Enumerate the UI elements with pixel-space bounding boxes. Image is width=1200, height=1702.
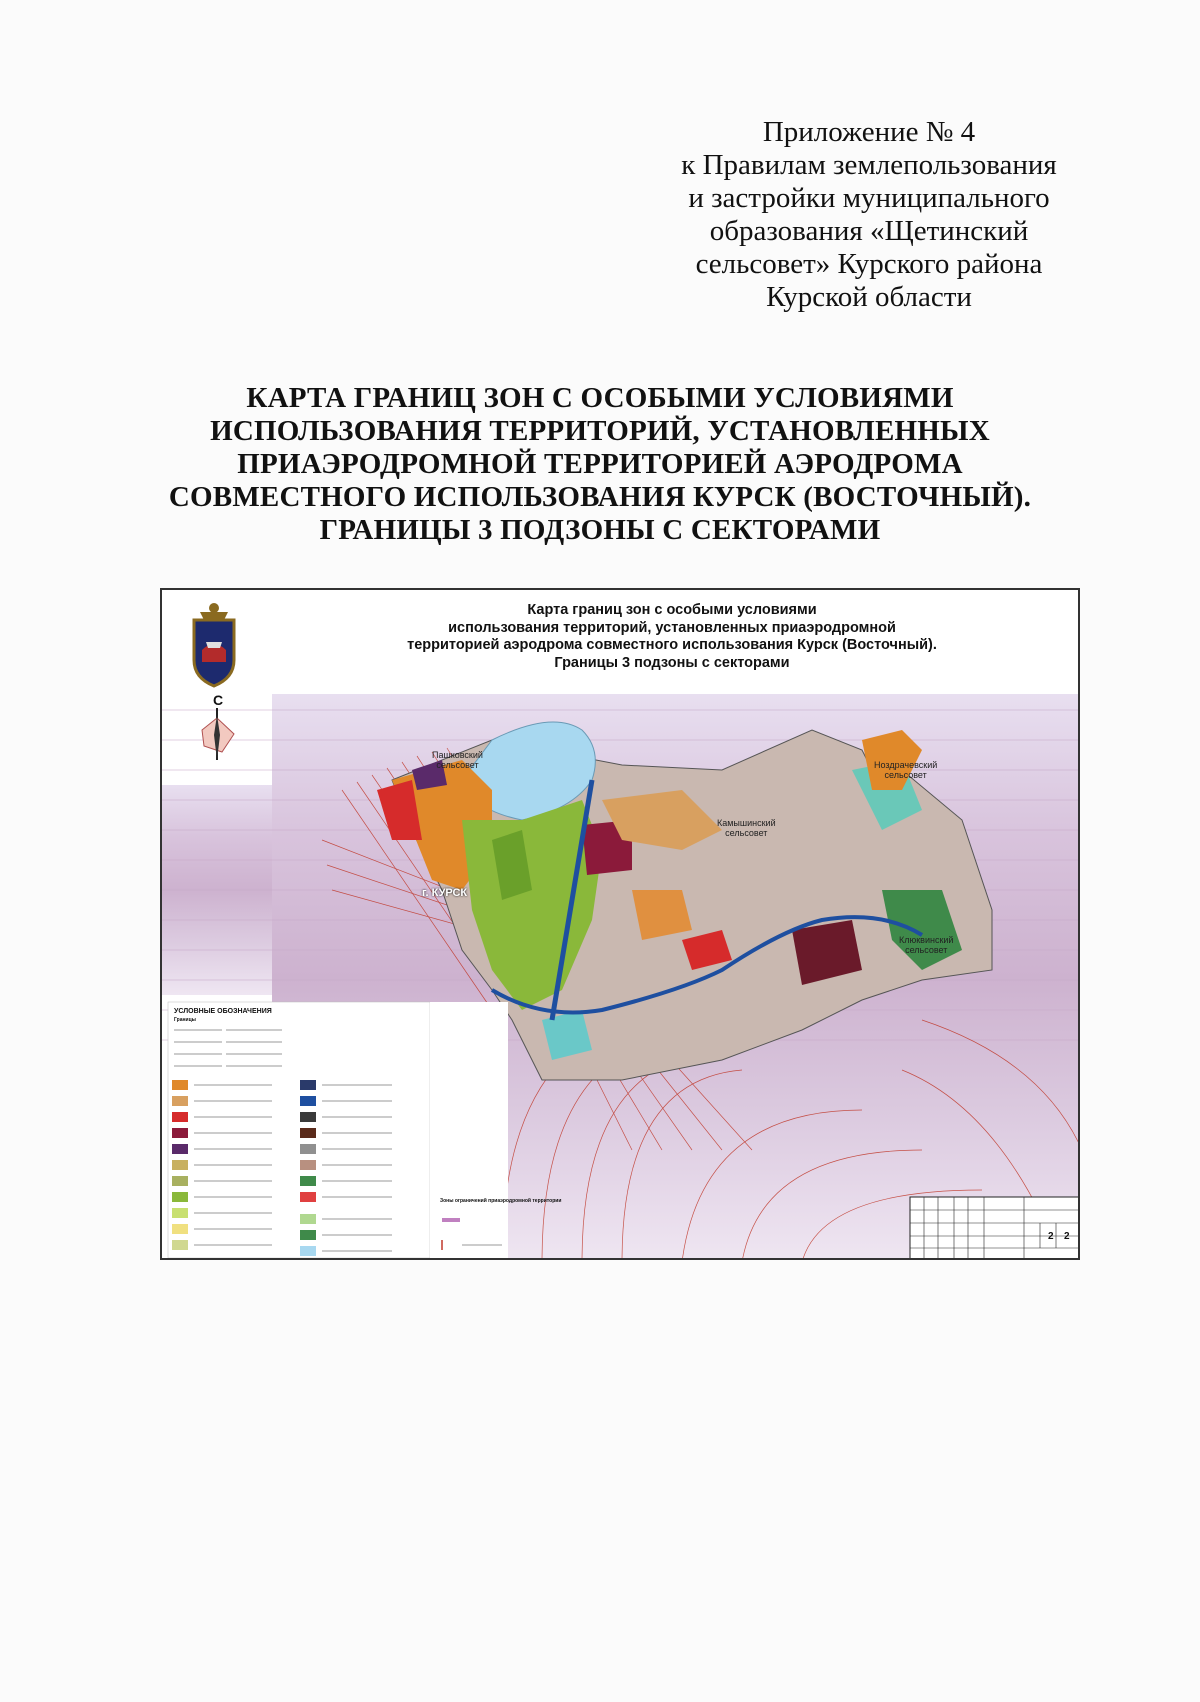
appendix-line: и застройки муниципального <box>688 182 1050 214</box>
appendix-line: образования «Щетинский <box>709 215 1029 247</box>
title-line: СОВМЕСТНОГО ИСПОЛЬЗОВАНИЯ КУРСК (ВОСТОЧНЫЙ). <box>168 481 1032 513</box>
drawing-stamp <box>910 1197 1080 1260</box>
appendix-line: к Правилам землепользования <box>681 149 1057 181</box>
stamp-sheet: 2 <box>1048 1231 1054 1242</box>
appendix-line: Приложение № 4 <box>762 116 976 148</box>
map-title-line: территорией аэродрома совместного использования Курск (Восточный). <box>407 637 937 653</box>
north-arrow-icon <box>202 708 234 760</box>
title-line: ИСПОЛЬЗОВАНИЯ ТЕРРИТОРИЙ, УСТАНОВЛЕННЫХ <box>210 415 990 447</box>
appendix-line: сельсовет» Курского района <box>695 248 1043 280</box>
label-pashkovsky: Пашковский сельсовет <box>432 750 483 770</box>
label-nozdrachevsky: Ноздрачевский сельсовет <box>874 760 938 780</box>
map-title-line: использования территорий, установленных приаэродромной <box>448 619 896 636</box>
north-letter: С <box>213 692 224 708</box>
title-line: КАРТА ГРАНИЦ ЗОН С ОСОБЫМИ УСЛОВИЯМИ <box>246 382 954 414</box>
label-kursk: г. КУРСК <box>422 887 468 899</box>
legend-zones-title: Зоны ограничений приаэродромной территории <box>440 1198 562 1204</box>
map-legend <box>168 1002 508 1258</box>
map-image <box>160 588 1080 1260</box>
title-line: ГРАНИЦЫ 3 ПОДЗОНЫ С СЕКТОРАМИ <box>319 514 881 546</box>
label-kamyshinsky: Камышинский сельсовет <box>717 818 776 838</box>
map-title-line: Карта границ зон с особыми условиями <box>527 602 817 618</box>
document-title <box>130 382 1070 547</box>
map-graphic <box>162 590 1080 1260</box>
appendix-line: Курской области <box>766 281 972 313</box>
map-title-line: Границы 3 подзоны с секторами <box>554 654 790 671</box>
title-line: ПРИАЭРОДРОМНОЙ ТЕРРИТОРИЕЙ АЭРОДРОМА <box>237 448 963 480</box>
stamp-sheets: 2 <box>1064 1231 1070 1242</box>
map-title <box>362 602 982 672</box>
legend-title: УСЛОВНЫЕ ОБОЗНАЧЕНИЯ <box>174 1008 272 1015</box>
label-klyukvinsky: Клюквинский сельсовет <box>899 935 954 955</box>
appendix-note <box>654 116 1084 314</box>
legend-subtitle: Границы <box>174 1017 196 1023</box>
